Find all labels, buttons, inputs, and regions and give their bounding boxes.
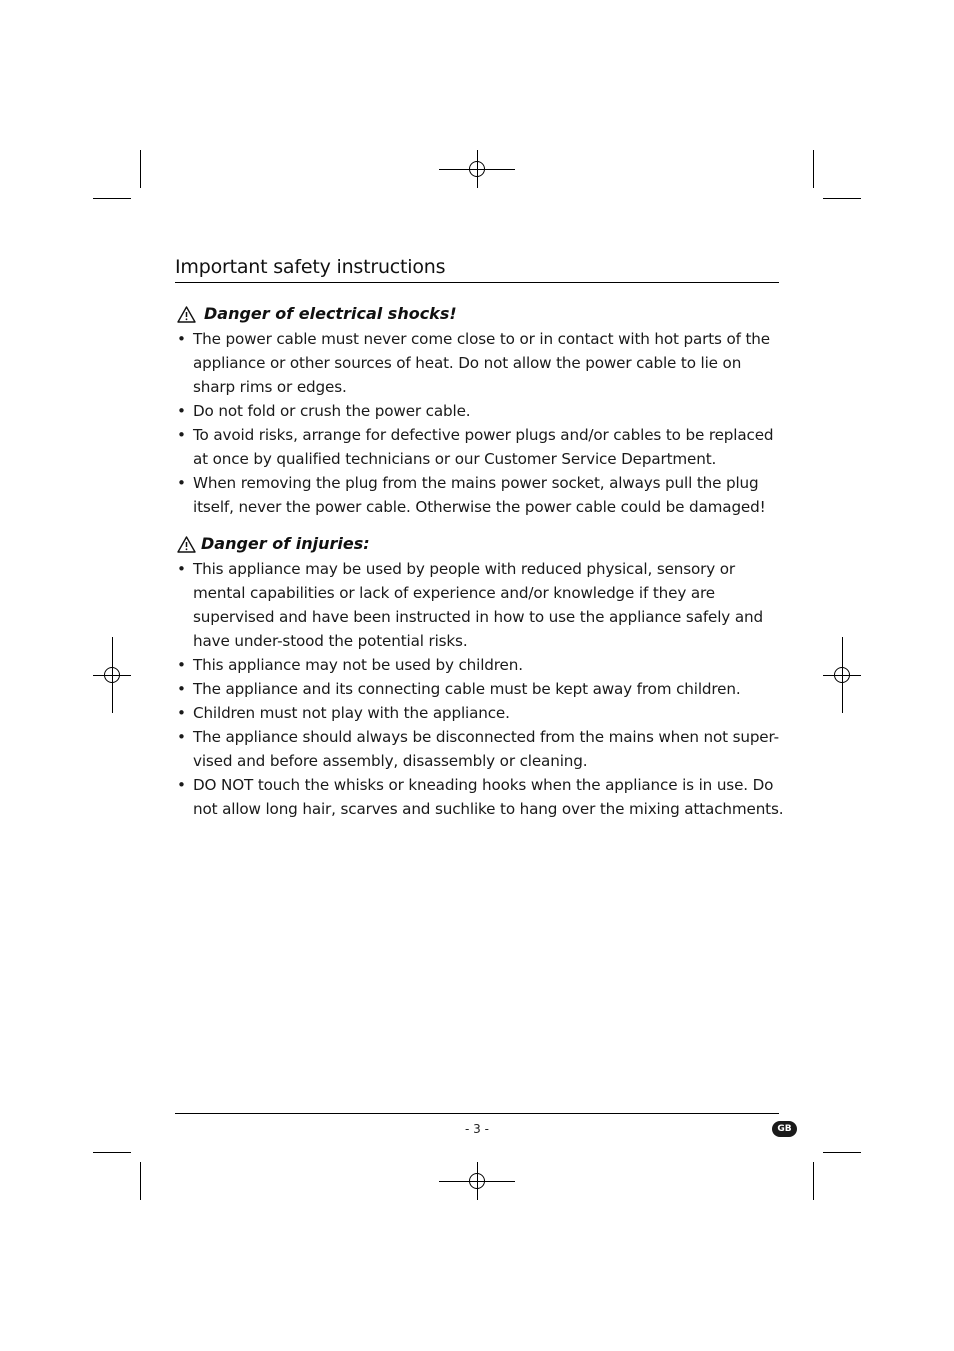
language-badge: GB: [772, 1121, 797, 1137]
warning-triangle-icon: [177, 306, 196, 323]
section-heading-text: Danger of electrical shocks!: [204, 304, 457, 323]
list-item: • When removing the plug from the mains power socket, always pull the plug itself, never the power cable. Otherwise the power cable could be damaged!: [175, 471, 785, 519]
list-item: • The appliance should always be disconnected from the mains when not super-vised and before assembly, disassembly or cleaning.: [175, 725, 785, 773]
warning-triangle-icon: [177, 536, 196, 553]
footer-divider: [175, 1113, 779, 1114]
list-item: • DO NOT touch the whisks or kneading hooks when the appliance is in use. Do not allow long hair, scarves and suchlike to hang over the mixing attachments.: [175, 773, 785, 821]
list-item: • This appliance may be used by people with reduced physical, sensory or mental capabilities or lack of experience and/or knowledge if they are supervised and have been instructed in how to use the appliance safely and have under-stood the potential risks.: [175, 557, 785, 653]
list-item: • The appliance and its connecting cable must be kept away from children.: [175, 677, 785, 701]
title-divider: [175, 282, 779, 283]
list-item: • This appliance may not be used by children.: [175, 653, 785, 677]
list-item: • Children must not play with the appliance.: [175, 701, 785, 725]
electrical-safety-list: [175, 327, 785, 519]
section-heading-text: Danger of injuries:: [201, 534, 370, 553]
section-heading-electrical: [177, 303, 457, 325]
injury-safety-list: [175, 557, 785, 821]
list-item: • To avoid risks, arrange for defective power plugs and/or cables to be replaced at once by qualified technicians or our Customer Service Department.: [175, 423, 785, 471]
section-heading-injuries: [177, 533, 370, 555]
page-title: Important safety instructions: [175, 256, 446, 278]
page-number: - 3 -: [465, 1122, 489, 1136]
list-item: • The power cable must never come close to or in contact with hot parts of the appliance or other sources of heat. Do not allow the power cable to lie on sharp rims or edges.: [175, 327, 785, 399]
list-item: • Do not fold or crush the power cable.: [175, 399, 785, 423]
